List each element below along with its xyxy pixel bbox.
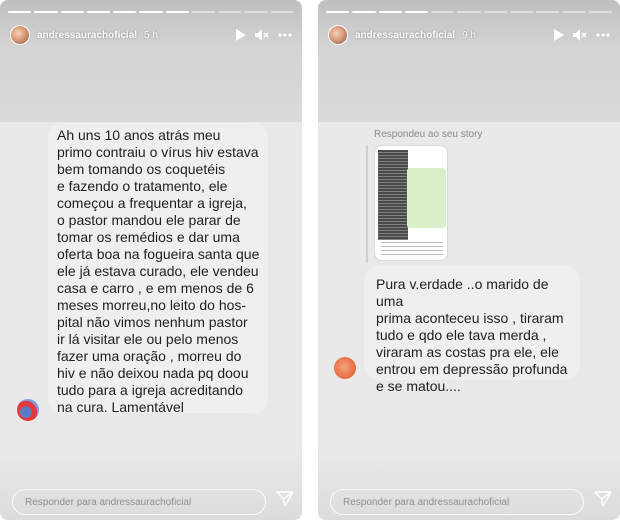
progress-segment	[218, 11, 241, 13]
message-bubble: Ah uns 10 anos atrás meu primo contraiu o vírus hiv estava bem tomando os coquetéis e fazendo o tratamento, ele começou a frequentar a igreja, o pastor mandou ele parar de tomar os remédios e dar uma oferta boa na fogueira santa que ele já estava curado, ele vendeu casa e carro , e em menos de 6 meses morreu,no leito do hos- pital não vimos nenhum pastor ir lá visitar ele ou pelo menos fazer uma oração , morreu do hiv e não deixou nada pq doou tudo para a igreja acreditando na cura. Lamentável	[48, 123, 268, 413]
reply-placeholder: Responder para andressaurachoficial	[25, 496, 192, 508]
play-icon[interactable]	[553, 29, 564, 41]
progress-segment	[484, 11, 507, 13]
sender-avatar	[334, 357, 356, 379]
story-background-top	[318, 0, 620, 122]
story-header	[10, 22, 292, 48]
replied-to-story-label: Respondeu ao seu story	[374, 129, 483, 140]
reply-quote-line	[366, 145, 368, 263]
progress-segment	[431, 11, 454, 13]
more-icon[interactable]	[596, 33, 610, 37]
progress-segment	[536, 11, 559, 13]
header-controls	[235, 29, 292, 41]
story-panel-left	[0, 0, 302, 520]
paper-plane-icon[interactable]	[594, 491, 612, 512]
progress-segment	[326, 11, 349, 13]
thumbnail-text-lines	[381, 242, 443, 256]
profile-avatar[interactable]	[328, 25, 348, 45]
post-time: 9 h	[462, 29, 476, 41]
progress-segment	[510, 11, 533, 13]
progress-segment	[192, 11, 215, 13]
progress-segment	[87, 11, 110, 13]
reply-input[interactable]	[12, 489, 266, 515]
progress-segment	[562, 11, 585, 13]
progress-segment	[139, 11, 162, 13]
speaker-muted-icon[interactable]	[573, 29, 587, 41]
story-panel-right	[318, 0, 620, 520]
progress-segment	[34, 11, 57, 13]
sender-avatar	[17, 399, 39, 421]
reply-placeholder: Responder para andressaurachoficial	[343, 496, 510, 508]
progress-segment	[61, 11, 84, 13]
panel-divider	[302, 0, 318, 520]
progress-segment	[352, 11, 375, 13]
progress-segment	[8, 11, 31, 13]
progress-segment	[589, 11, 612, 13]
message-bubble: Pura v.erdade ..o marido de uma prima aconteceu isso , tiraram tudo e qdo ele tava merda , viraram as costas pra ele, ele entrou em depressão profunda e se matou....	[364, 266, 580, 380]
post-time: 5 h	[144, 29, 158, 41]
thumbnail-chat-area	[407, 168, 446, 228]
profile-avatar[interactable]	[10, 25, 30, 45]
play-icon[interactable]	[235, 29, 246, 41]
username[interactable]: andressaurachoficial	[355, 29, 456, 41]
progress-segment	[379, 11, 402, 13]
story-header	[328, 22, 610, 48]
more-icon[interactable]	[278, 33, 292, 37]
reply-input[interactable]	[330, 489, 584, 515]
story-progress-bar	[8, 11, 294, 13]
progress-segment	[113, 11, 136, 13]
username[interactable]: andressaurachoficial	[37, 29, 138, 41]
progress-segment	[271, 11, 294, 13]
story-progress-bar	[326, 11, 612, 13]
thumbnail-redacted-area	[378, 150, 408, 240]
story-background-top	[0, 0, 302, 122]
story-thumbnail[interactable]	[374, 145, 448, 261]
progress-segment	[457, 11, 480, 13]
speaker-muted-icon[interactable]	[255, 29, 269, 41]
header-controls	[553, 29, 610, 41]
progress-segment	[166, 11, 189, 13]
paper-plane-icon[interactable]	[276, 491, 294, 512]
progress-segment	[405, 11, 428, 13]
progress-segment	[244, 11, 267, 13]
